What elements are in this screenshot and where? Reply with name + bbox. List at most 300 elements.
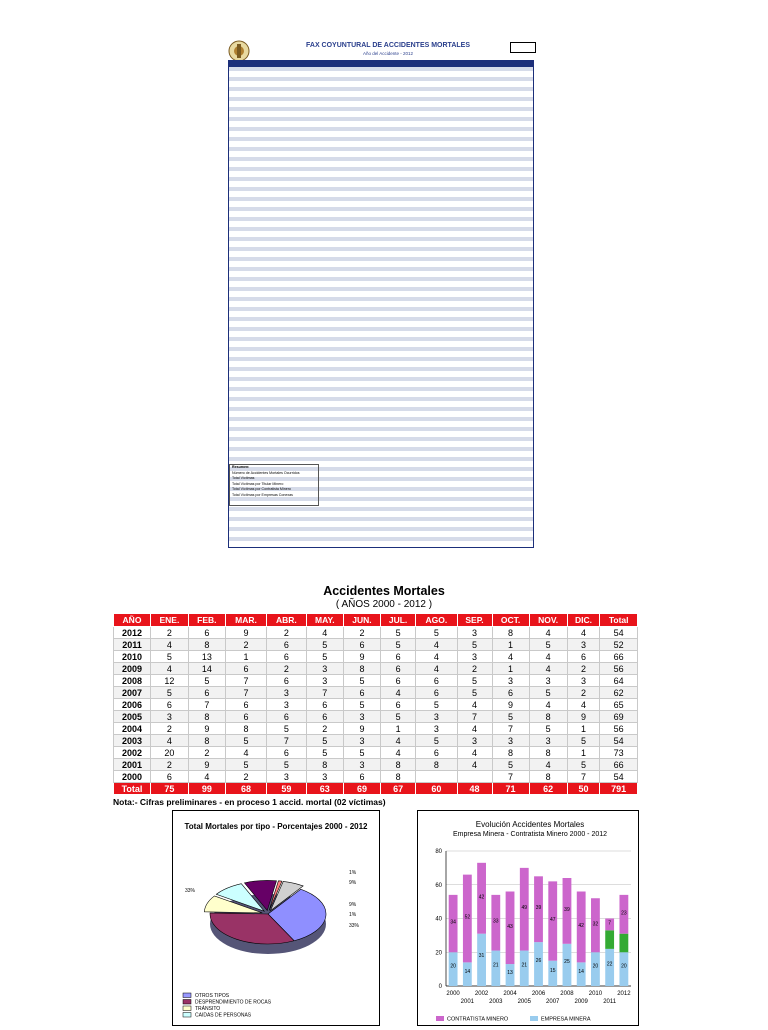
table-cell: 5 <box>567 735 600 747</box>
table-cell: 52 <box>600 639 638 651</box>
table-cell: 3 <box>492 675 529 687</box>
table-cell: 6 <box>343 771 380 783</box>
bar-data-label: 21 <box>521 962 528 969</box>
x-tick-label: 2008 <box>560 991 574 997</box>
table-cell: 6 <box>492 687 529 699</box>
table-cell: 5 <box>457 687 492 699</box>
table-cell: 54 <box>600 735 638 747</box>
table-cell: 5 <box>416 699 457 711</box>
table-cell: 5 <box>151 687 189 699</box>
table-cell: 4 <box>151 663 189 675</box>
table-cell: 2 <box>567 663 600 675</box>
table-cell: 7 <box>567 771 600 783</box>
table-cell: 1 <box>567 747 600 759</box>
table-cell: 5 <box>416 735 457 747</box>
table-cell: 4 <box>225 747 266 759</box>
table-cell: 3 <box>151 711 189 723</box>
table-cell: 6 <box>267 639 307 651</box>
x-tick-label: 2007 <box>546 999 560 1005</box>
bar-data-label: 20 <box>621 963 627 970</box>
table-cell: 5 <box>529 723 567 735</box>
table-cell: 2 <box>267 663 307 675</box>
table-cell: 6 <box>225 711 266 723</box>
table-cell: 3 <box>267 771 307 783</box>
table-cell: 2 <box>343 627 380 639</box>
table-cell: 5 <box>306 747 343 759</box>
column-header: OCT. <box>492 614 529 627</box>
table-cell: 5 <box>306 651 343 663</box>
table-cell: 8 <box>416 759 457 771</box>
table-cell: 5 <box>529 687 567 699</box>
table-row <box>114 651 638 663</box>
table-row <box>114 675 638 687</box>
bar-data-label: 52 <box>464 914 471 921</box>
table-cell: 9 <box>188 759 225 771</box>
column-header: Total <box>600 614 638 627</box>
table-cell: 8 <box>188 735 225 747</box>
table-cell: 8 <box>188 639 225 651</box>
table-cell: 3 <box>267 699 307 711</box>
table-cell: 56 <box>600 723 638 735</box>
fax-summary-line: Número de Accidentes Mortales Ocurridos <box>232 470 300 475</box>
table-cell: 56 <box>600 663 638 675</box>
table-cell: 3 <box>567 639 600 651</box>
table-cell: 3 <box>457 651 492 663</box>
table-cell: 4 <box>188 771 225 783</box>
table-cell: 7 <box>306 687 343 699</box>
x-tick-label: 2004 <box>503 991 517 997</box>
x-tick-label: 2009 <box>574 999 588 1005</box>
x-tick-label: 2011 <box>603 999 617 1005</box>
table-cell: 13 <box>188 651 225 663</box>
bar-data-label: 39 <box>535 905 542 912</box>
table-cell: 12 <box>151 675 189 687</box>
table-cell: 3 <box>457 735 492 747</box>
table-cell: 4 <box>529 627 567 639</box>
table-cell: 54 <box>600 771 638 783</box>
table-cell: 2 <box>225 771 266 783</box>
legend-swatch <box>183 1006 191 1011</box>
table-cell: 5 <box>188 675 225 687</box>
table-cell: 8 <box>343 663 380 675</box>
table-row <box>114 639 638 651</box>
table-cell: 6 <box>380 663 415 675</box>
table-cell: 3 <box>529 675 567 687</box>
total-cell: 71 <box>492 783 529 795</box>
bar-data-label: 34 <box>450 919 456 926</box>
table-cell: 4 <box>529 759 567 771</box>
table-cell: 64 <box>600 675 638 687</box>
fax-summary-line: Total Víctimas <box>232 476 255 480</box>
table-cell: 5 <box>529 639 567 651</box>
table-cell: 4 <box>380 747 415 759</box>
bar-chart <box>418 811 638 1025</box>
table-cell: 6 <box>151 699 189 711</box>
x-tick-label: 2000 <box>446 991 460 997</box>
table-cell: 2011 <box>114 639 151 651</box>
table-cell: 8 <box>492 747 529 759</box>
table-cell: 65 <box>600 699 638 711</box>
table-cell: 2006 <box>114 699 151 711</box>
fax-subtitle: Año del Accidente - 2012 <box>362 51 414 56</box>
table-cell: 3 <box>306 771 343 783</box>
total-cell: 48 <box>457 783 492 795</box>
pie-label: 33% <box>185 888 196 894</box>
table-cell: 2 <box>457 663 492 675</box>
x-tick-label: 2012 <box>617 991 631 997</box>
bar-data-label: 39 <box>564 906 570 913</box>
table-row <box>114 687 638 699</box>
table-cell: 5 <box>267 759 307 771</box>
fax-title: FAX COYUNTURAL DE ACCIDENTES MORTALES <box>306 42 470 49</box>
x-tick-label: 2006 <box>531 991 546 997</box>
table-cell: 5 <box>225 735 266 747</box>
legend-swatch <box>183 1000 191 1005</box>
bar-data-label: 23 <box>621 910 627 917</box>
table-cell: 1 <box>492 663 529 675</box>
table-cell: 3 <box>492 735 529 747</box>
table-cell: 66 <box>600 651 638 663</box>
table-cell: 8 <box>529 771 567 783</box>
column-header: AÑO <box>114 614 151 627</box>
table-cell: 2 <box>267 627 307 639</box>
table-cell: 2003 <box>114 735 151 747</box>
table-cell: 9 <box>567 711 600 723</box>
table-cell: 3 <box>267 687 307 699</box>
table-cell: 3 <box>416 711 457 723</box>
table-cell: 6 <box>267 675 307 687</box>
x-tick-label: 2003 <box>489 999 503 1005</box>
bar-data-label: 42 <box>578 922 584 929</box>
table-cell: 5 <box>267 723 307 735</box>
table-cell: 66 <box>600 759 638 771</box>
table-cell: 3 <box>306 675 343 687</box>
bar-data-label: 22 <box>606 961 613 968</box>
table-cell: 6 <box>343 687 380 699</box>
column-header: ABR. <box>267 614 307 627</box>
table-cell: 6 <box>416 747 457 759</box>
table-cell: 2 <box>151 723 189 735</box>
table-cell: 6 <box>267 747 307 759</box>
table-cell: 6 <box>151 771 189 783</box>
bar-empresa <box>563 944 572 986</box>
total-cell: 791 <box>600 783 638 795</box>
table-cell: 4 <box>492 651 529 663</box>
y-tick-label: 20 <box>435 950 442 957</box>
legend-swatch <box>436 1016 444 1021</box>
table-cell: 3 <box>343 759 380 771</box>
y-tick-label: 40 <box>435 916 442 923</box>
table-cell: 1 <box>492 639 529 651</box>
pie-label: 33% <box>349 923 360 929</box>
bar-other <box>619 934 628 953</box>
table-cell: 5 <box>380 639 415 651</box>
table-cell: 4 <box>416 651 457 663</box>
y-tick-label: 80 <box>435 849 442 855</box>
pie-label: 9% <box>349 880 357 886</box>
table-cell: 6 <box>225 699 266 711</box>
table-cell: 5 <box>343 675 380 687</box>
table-cell: 8 <box>529 711 567 723</box>
page-subtitle: ( AÑOS 2000 - 2012 ) <box>335 599 433 610</box>
x-tick-label: 2005 <box>517 999 531 1005</box>
legend-label: OTROS TIPOS <box>195 993 230 1000</box>
table-cell: 7 <box>457 711 492 723</box>
x-tick-label: 2002 <box>474 991 489 997</box>
table-cell: 5 <box>457 639 492 651</box>
table-cell: 4 <box>380 735 415 747</box>
bar-data-label: 13 <box>507 969 513 976</box>
table-cell: 4 <box>306 627 343 639</box>
table-cell: 5 <box>306 735 343 747</box>
seal-icon <box>228 40 250 62</box>
column-header: NOV. <box>529 614 567 627</box>
bar-data-label: 20 <box>592 963 599 970</box>
fax-summary-line: Resumen: <box>232 465 250 469</box>
table-row <box>114 771 638 783</box>
table-cell: 9 <box>225 627 266 639</box>
bar-other <box>605 930 614 949</box>
table-cell: 4 <box>457 699 492 711</box>
fax-document <box>228 40 534 458</box>
table-note: Nota:- Cifras preliminares - en proceso 1 accid. mortal (02 víctimas) <box>113 797 386 807</box>
table-cell: 7 <box>225 687 266 699</box>
table-cell: 6 <box>306 711 343 723</box>
legend-swatch <box>183 993 191 998</box>
table-cell: 20 <box>151 747 189 759</box>
bar-data-label: 26 <box>535 957 542 964</box>
table-cell: 7 <box>225 675 266 687</box>
column-header: DIC. <box>567 614 600 627</box>
table-cell: 4 <box>416 663 457 675</box>
table-cell: 4 <box>529 663 567 675</box>
table-cell: 2004 <box>114 723 151 735</box>
bar-empresa <box>477 934 486 986</box>
table-cell: 5 <box>343 699 380 711</box>
total-cell: 62 <box>529 783 567 795</box>
table-cell: 4 <box>529 651 567 663</box>
bar-data-label: 31 <box>478 953 485 960</box>
table-cell: 8 <box>225 723 266 735</box>
table-cell: 4 <box>457 759 492 771</box>
table-cell: 6 <box>380 699 415 711</box>
total-cell: 68 <box>225 783 266 795</box>
bar-data-label: 20 <box>450 963 456 970</box>
table-cell: 2001 <box>114 759 151 771</box>
table-cell: 3 <box>529 735 567 747</box>
table-cell: 6 <box>267 711 307 723</box>
pie-chart-panel <box>172 810 380 1026</box>
table-cell: 4 <box>567 699 600 711</box>
bar-empresa <box>534 942 543 986</box>
fax-summary-line: Total Víctimas por Contratista Minero <box>232 487 291 491</box>
total-cell: 50 <box>567 783 600 795</box>
table-cell: 4 <box>457 723 492 735</box>
table-cell: 1 <box>225 651 266 663</box>
table-cell: 2005 <box>114 711 151 723</box>
table-cell: 2012 <box>114 627 151 639</box>
column-header: JUN. <box>343 614 380 627</box>
table-cell: 3 <box>416 723 457 735</box>
fax-summary-line: Total Víctimas por Titular Minero <box>232 481 284 486</box>
total-cell: 63 <box>306 783 343 795</box>
bar-chart-panel <box>417 810 639 1026</box>
table-cell: 2002 <box>114 747 151 759</box>
table-cell: 6 <box>380 651 415 663</box>
table-cell: 4 <box>567 627 600 639</box>
legend-swatch <box>183 1013 191 1018</box>
total-row <box>114 783 638 795</box>
legend-label: TRÁNSITO <box>195 1006 221 1013</box>
legend-swatch <box>530 1016 538 1021</box>
column-header: FEB. <box>188 614 225 627</box>
table-cell: 8 <box>492 627 529 639</box>
table-cell: 9 <box>188 723 225 735</box>
table-cell: 8 <box>380 759 415 771</box>
table-cell: 6 <box>188 687 225 699</box>
table-cell: 2 <box>151 759 189 771</box>
total-cell: Total <box>114 783 151 795</box>
table-cell: 3 <box>343 735 380 747</box>
bar-data-label: 42 <box>478 894 485 901</box>
table-cell: 69 <box>600 711 638 723</box>
x-tick-label: 2010 <box>588 991 603 997</box>
bar-data-label: 43 <box>507 923 513 930</box>
table-cell: 2 <box>567 687 600 699</box>
table-cell: 6 <box>380 675 415 687</box>
bar-data-label: 14 <box>464 969 471 976</box>
legend-label: EMPRESA MINERA <box>541 1016 591 1023</box>
table-cell: 9 <box>343 651 380 663</box>
column-header: AGO. <box>416 614 457 627</box>
bar-data-label: 7 <box>608 920 612 927</box>
pie-label: 9% <box>349 902 357 908</box>
total-cell: 59 <box>267 783 307 795</box>
table-cell: 3 <box>343 711 380 723</box>
table-cell: 5 <box>492 759 529 771</box>
table-row <box>114 627 638 639</box>
table-cell: 6 <box>416 675 457 687</box>
table-cell: 9 <box>492 699 529 711</box>
table-cell: 5 <box>567 759 600 771</box>
y-tick-label: 60 <box>435 882 442 889</box>
table-cell: 5 <box>306 639 343 651</box>
table-cell: 3 <box>306 663 343 675</box>
table-cell: 6 <box>225 663 266 675</box>
total-cell: 67 <box>380 783 415 795</box>
fax-code-box <box>510 42 536 53</box>
table-cell <box>457 771 492 783</box>
bar-data-label: 21 <box>493 962 499 969</box>
table-cell: 5 <box>457 675 492 687</box>
table-cell: 4 <box>151 639 189 651</box>
table-cell: 2007 <box>114 687 151 699</box>
table-cell: 7 <box>267 735 307 747</box>
bar-data-label: 32 <box>592 921 599 928</box>
table-cell <box>416 771 457 783</box>
table-cell: 5 <box>151 651 189 663</box>
table-cell: 5 <box>343 747 380 759</box>
table-cell: 2000 <box>114 771 151 783</box>
table-cell: 5 <box>380 711 415 723</box>
table-row <box>114 663 638 675</box>
legend-label: CONTRATISTA MINERO <box>447 1016 509 1023</box>
table-cell: 3 <box>567 675 600 687</box>
total-cell: 99 <box>188 783 225 795</box>
total-cell: 60 <box>416 783 457 795</box>
table-row <box>114 747 638 759</box>
fax-table-row <box>229 542 533 547</box>
table-cell: 1 <box>380 723 415 735</box>
column-header: MAR. <box>225 614 266 627</box>
table-cell: 4 <box>457 747 492 759</box>
table-row <box>114 699 638 711</box>
pie-title: Total Mortales por tipo - Porcentajes 2000 - 2012 <box>184 822 368 831</box>
table-cell: 8 <box>188 711 225 723</box>
column-header: ENE. <box>151 614 189 627</box>
table-cell: 2009 <box>114 663 151 675</box>
table-cell: 2008 <box>114 675 151 687</box>
legend-label: DESPRENDIMIENTO DE ROCAS <box>195 999 272 1006</box>
pie-label: 1% <box>349 912 357 918</box>
table-cell: 4 <box>380 687 415 699</box>
table-cell: 7 <box>492 723 529 735</box>
table-cell: 6 <box>267 651 307 663</box>
fax-summary <box>229 464 319 506</box>
fax-summary-line: Total Víctimas por Empresas Conexas <box>232 492 293 497</box>
bar-subtitle: Empresa Minera - Contratista Minero 2000 - 2012 <box>452 831 608 838</box>
pie-label: 1% <box>349 870 357 876</box>
table-cell: 7 <box>188 699 225 711</box>
table-cell: 8 <box>380 771 415 783</box>
table-cell: 2 <box>225 639 266 651</box>
table-cell: 1 <box>567 723 600 735</box>
table-cell: 6 <box>416 687 457 699</box>
legend-label: CAIDAS DE PERSONAS <box>195 1012 252 1019</box>
accidents-table <box>113 613 638 795</box>
table-cell: 9 <box>343 723 380 735</box>
table-cell: 7 <box>492 771 529 783</box>
table-cell: 54 <box>600 627 638 639</box>
table-row <box>114 735 638 747</box>
table-cell: 73 <box>600 747 638 759</box>
x-tick-label: 2001 <box>460 999 475 1005</box>
table-cell: 3 <box>457 627 492 639</box>
table-cell: 2 <box>306 723 343 735</box>
table-cell: 2 <box>151 627 189 639</box>
bar-data-label: 47 <box>549 917 556 924</box>
page-title: Accidentes Mortales <box>323 584 445 598</box>
table-cell: 6 <box>188 627 225 639</box>
pie-chart <box>173 811 379 1025</box>
table-cell: 6 <box>343 639 380 651</box>
column-header: SEP. <box>457 614 492 627</box>
bar-data-label: 33 <box>493 918 499 925</box>
table-cell: 5 <box>380 627 415 639</box>
total-cell: 75 <box>151 783 189 795</box>
total-cell: 69 <box>343 783 380 795</box>
table-cell: 6 <box>306 699 343 711</box>
table-cell: 8 <box>306 759 343 771</box>
column-header: MAY. <box>306 614 343 627</box>
table-cell: 8 <box>529 747 567 759</box>
table-cell: 4 <box>416 639 457 651</box>
table-cell: 5 <box>492 711 529 723</box>
column-header: JUL. <box>380 614 415 627</box>
bar-data-label: 49 <box>521 905 528 912</box>
table-cell: 5 <box>416 627 457 639</box>
bar-data-label: 15 <box>549 968 556 975</box>
